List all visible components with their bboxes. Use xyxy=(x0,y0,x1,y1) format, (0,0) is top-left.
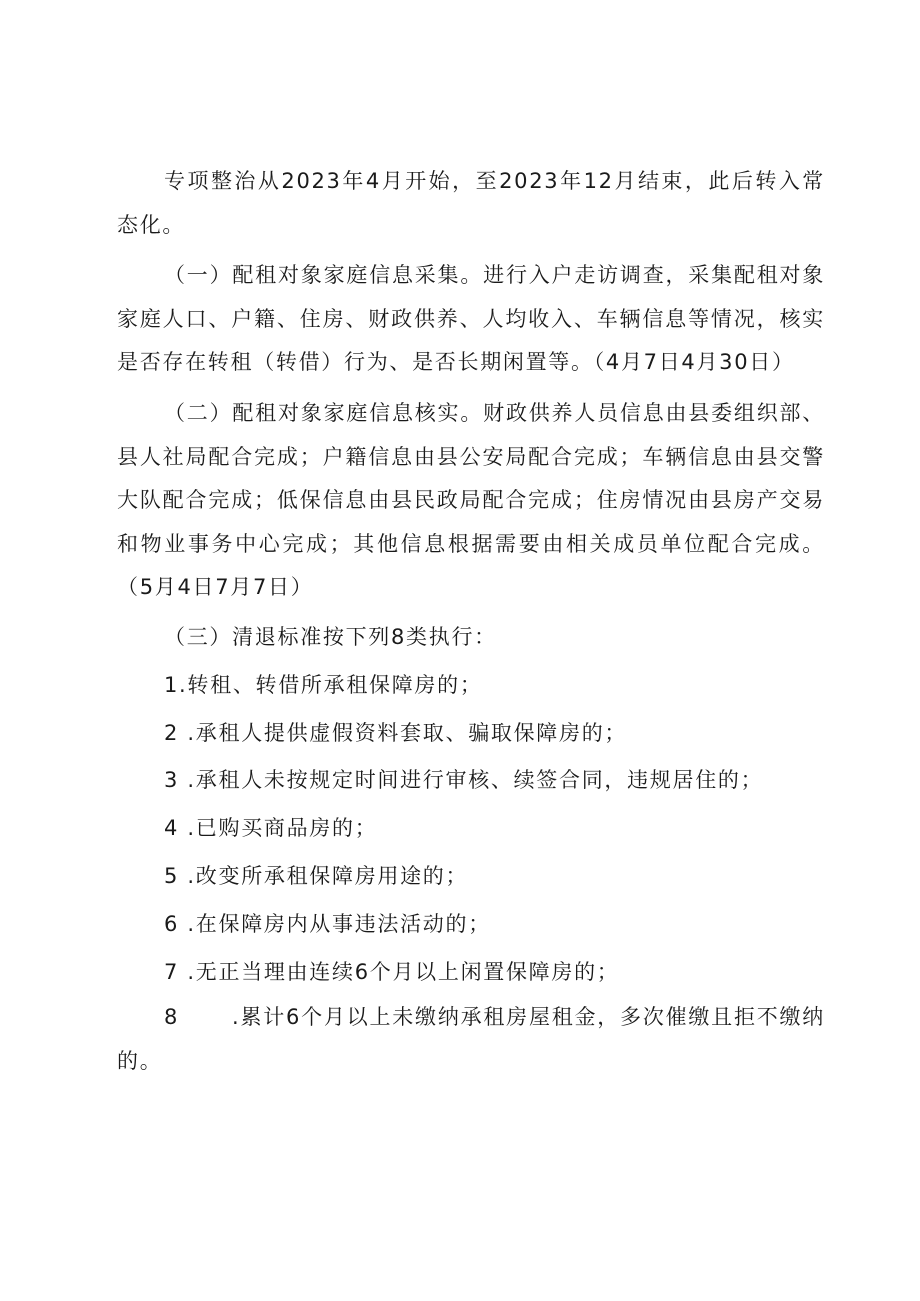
paragraph-info-verification: （二）配租对象家庭信息核实。财政供养人员信息由县委组织部、县人社局配合完成；户籍信息由县公安局配合完成；车辆信息由县交警大队配合完成；低保信息由县民政局配合完成；住房情况由县房产交易和物业事务中心完成；其他信息根据需要由相关成员单位配合完成。（5月4日7月7日） xyxy=(117,400,825,600)
list-item: 7 .无正当理由连续6个月以上闲置保障房的； xyxy=(164,959,620,984)
list-item: 1.转租、转借所承租保障房的； xyxy=(164,672,483,697)
document-body xyxy=(117,160,825,1084)
list-item: 2 .承租人提供虚假资料套取、骗取保障房的； xyxy=(164,720,628,745)
paragraph-eviction-standards: （三）清退标准按下列8类执行： xyxy=(164,624,497,649)
list-item: 6 .在保障房内从事违法活动的； xyxy=(164,911,491,936)
list-item-text: .累计6个月以上未缴纳承租房屋租金，多次催缴且拒不缴纳的。 xyxy=(117,1005,825,1073)
list-item: 5 .改变所承租保障房用途的； xyxy=(164,863,469,888)
list-item: 3 .承租人未按规定时间进行审核、续签合同，违规居住的； xyxy=(164,768,764,793)
paragraph-schedule: 专项整治从2023年4月开始，至2023年12月结束，此后转入常态化。 xyxy=(117,169,825,237)
paragraph-info-collection: （一）配租对象家庭信息采集。进行入户走访调查，采集配租对象家庭人口、户籍、住房、财政供养、人均收入、车辆信息等情况，核实是否存在转租（转借）行为、是否长期闲置等。（4月7日4月30日） xyxy=(117,263,825,375)
list-item-number: 8 xyxy=(164,1005,180,1030)
list-item-last xyxy=(117,996,825,1083)
list-item: 4 .已购买商品房的； xyxy=(164,816,378,841)
